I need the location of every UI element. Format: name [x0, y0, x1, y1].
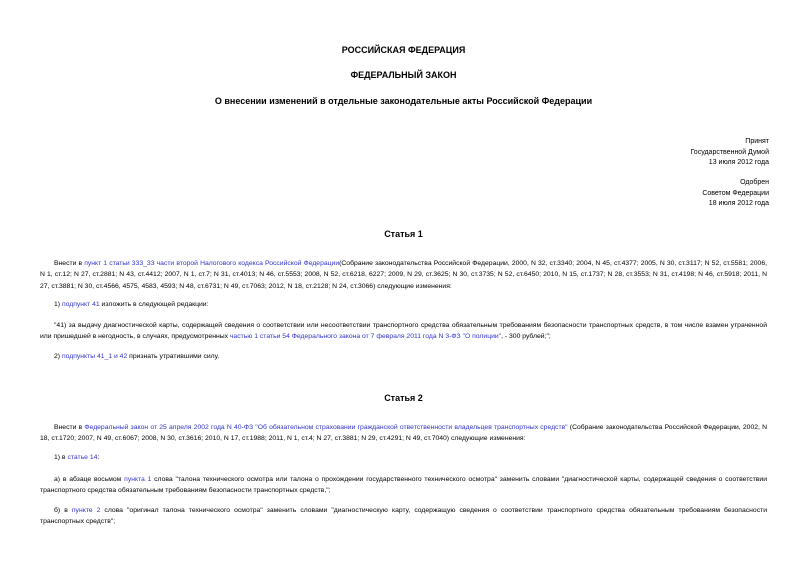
article-2-intro-pre: Внести в	[54, 424, 85, 431]
article-1-intro-pre: Внести в	[54, 260, 85, 267]
article-2-heading: Статья 2	[384, 393, 423, 403]
item-text: :	[97, 454, 100, 461]
adoption-line-1: Принят	[745, 138, 769, 145]
article-1-intro-post: (Собрание законодательства Российской Федерации, 2000, N 32, ст.3340; 2004, N 45, ст.4377; 2005, N 30, ст.3117; N 52, ст.5581; 2006, N 1, ст.12; N 27, ст.2881; N 43, ст.4412; 2007, N 1, ст.7; N 31, ст.4013; N 46, ст.5553; 2008, N 52, ст.6218, 6227; 2009, N 29, ст.3625; N 30, ст.3735; N 52, ст.6450; 2010, N 15, ст.1737; N 28, ст.3553; N 31, ст.4198; N 46, ст.5918; 2011, N 27, ст.3881; N 30, ст.4566, 4575, 4583, 4593; N 48, ст.6731; N 49, ст.7063; 2012, N 18, ст.2128; N 24, ст.3066) следующие изменения:	[40, 260, 767, 290]
approval-block	[702, 178, 769, 210]
item-number: 1)	[54, 301, 62, 308]
quote-text-pre: "41) за выдачу диагностической карты, содержащей сведения о соответствии или несоответствии транспортного средства обязательным требованиям безопасности транспортных средств, в том числе взамен утраченной или пришедшей в негодность, в случаях, предусмотренных	[40, 322, 767, 341]
approval-line-1: Одобрен	[740, 179, 769, 186]
article-2-sub-a	[40, 474, 767, 497]
article-2-sub-b	[40, 505, 767, 528]
article-2-item-1	[40, 452, 767, 463]
article-14-link[interactable]: статье 14	[67, 454, 98, 461]
quote-text-post: , - 300 рублей;";	[501, 333, 551, 341]
article-2-intro-post: (Собрание законодательства Российской Федерации, 2002, N 18, ст.1720; 2007, N 49, ст.6067; 2008, N 30, ст.3616; 2010, N 17, ст.1988; 2011, N 1, ст.4; N 27, ст.3881; N 29, ст.4291; N 49, ст.7040) следующие изменения:	[40, 424, 768, 443]
article-1-item-1	[40, 299, 767, 310]
article-1-heading: Статья 1	[384, 229, 423, 239]
item-number: 2)	[54, 353, 62, 360]
sub-b-post: слова "оригинал талона технического осмотра" заменить словами "диагностическую карту, содержащую сведения о соответствии транспортного средства обязательным требованиям безопасности транспортных средств";	[40, 507, 768, 526]
article-1-quote	[40, 320, 767, 343]
sub-b-pre: б) в	[54, 507, 72, 514]
law-type-heading: ФЕДЕРАЛЬНЫЙ ЗАКОН	[350, 70, 457, 80]
article-1-item-2	[40, 351, 767, 362]
article-2-intro	[40, 422, 767, 445]
subparagraphs-41-1-42-link[interactable]: подпункты 41_1 и 42	[61, 353, 128, 360]
approval-date: 18 июля 2012 года	[708, 200, 769, 207]
subparagraph-41-link[interactable]: подпункт 41	[61, 301, 100, 308]
tax-code-link[interactable]: пункт 1 статьи 333_33 части второй Налогового кодекса Российской Федерации	[84, 260, 340, 267]
police-law-link[interactable]: частью 1 статьи 54 Федерального закона от 7 февраля 2011 года N 3-ФЗ "О полиции"	[229, 333, 502, 341]
item-text: изложить в следующей редакции:	[99, 301, 209, 308]
item-text: признать утратившими силу.	[127, 353, 220, 360]
clause-1-link[interactable]: пункта 1	[124, 476, 152, 483]
osago-law-link[interactable]: Федеральный закон от 25 апреля 2002 года N 40-ФЗ "Об обязательном страховании гражданской ответственности владельцев транспортных средств"	[84, 424, 568, 431]
item-number: 1) в	[54, 454, 68, 461]
document-title: О внесении изменений в отдельные законодательные акты Российской Федерации	[214, 96, 593, 106]
adoption-block	[690, 137, 769, 169]
clause-2-link[interactable]: пункте 2	[71, 507, 101, 514]
country-heading: РОССИЙСКАЯ ФЕДЕРАЦИЯ	[341, 45, 466, 55]
adoption-date: 13 июля 2012 года	[708, 159, 769, 166]
sub-a-post: слова "талона технического осмотра или талона о прохождении государственного технического осмотра" заменить словами "диагностической карты, содержащей сведения о соответствии транспортного средства обязательным требованиям безопасности транспортных средств,";	[40, 476, 767, 495]
article-1-intro	[40, 258, 767, 292]
sub-a-pre: а) в абзаце восьмом	[54, 476, 125, 483]
approval-line-2: Советом Федерации	[702, 189, 769, 197]
adoption-line-2: Государственной Думой	[690, 148, 769, 156]
